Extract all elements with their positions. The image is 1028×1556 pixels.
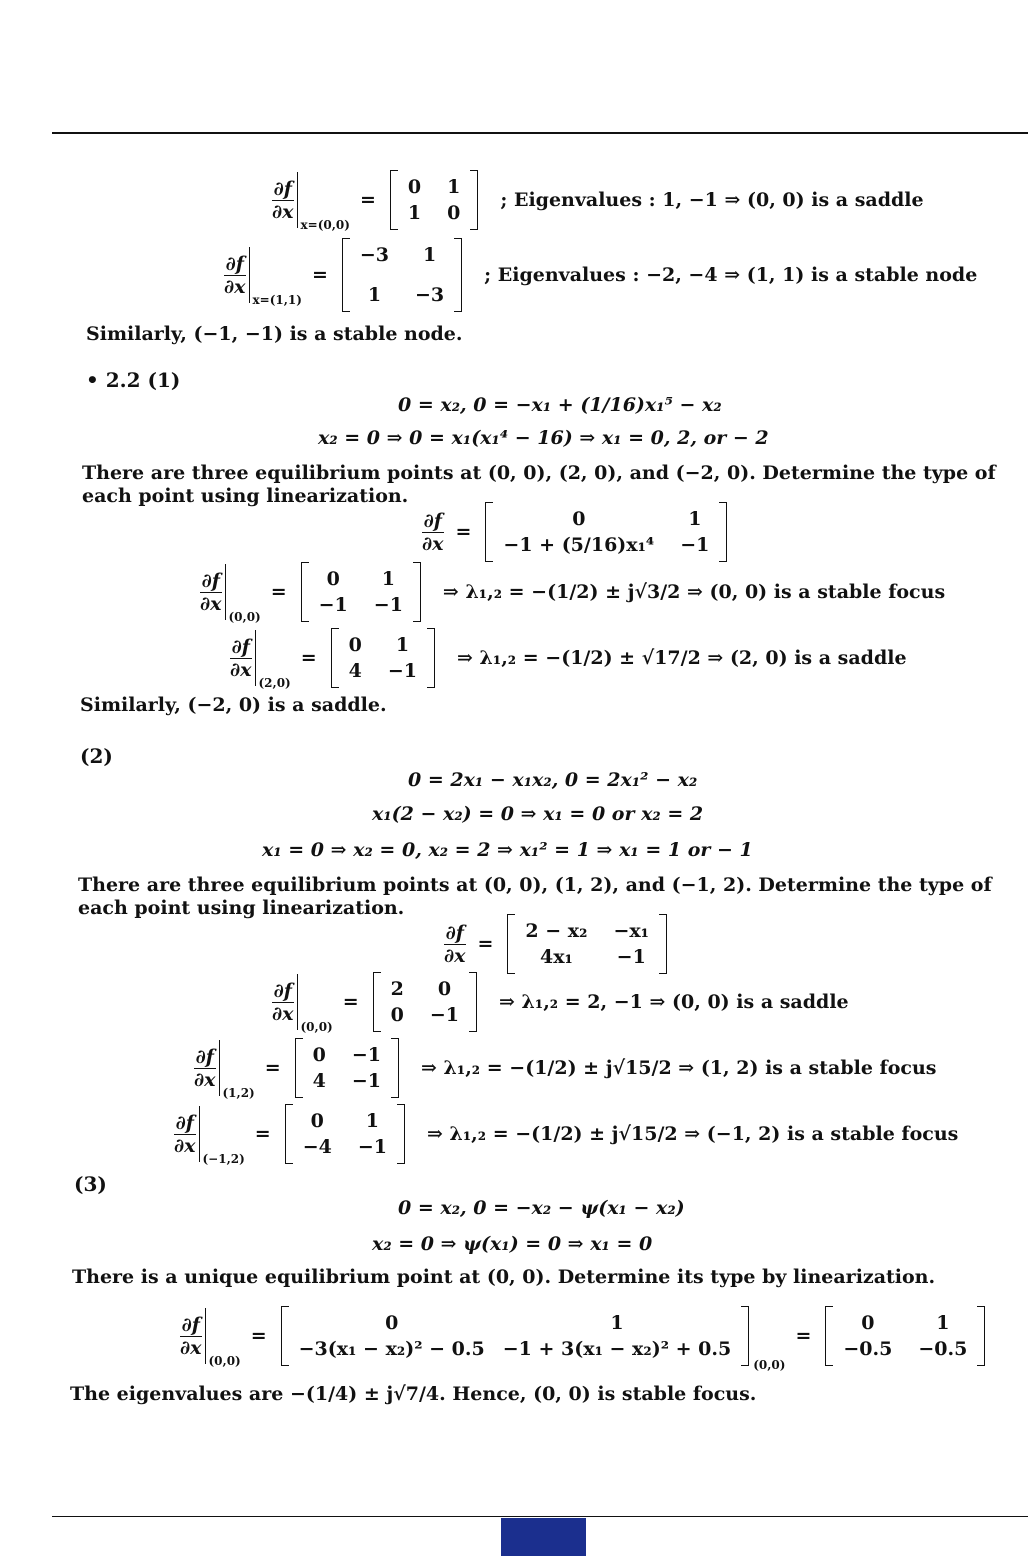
equation-jacobian-00: $\frac{\partial f}{\partial x}$ x=(0,0) = 0 1 1 0 ; Eigenvalues : 1, −1 ⇒ (0, 0) is a saddle [270,170,924,230]
matrix: 0 1 1 0 [390,170,478,230]
matrix: 0 1 4 −1 [331,628,435,688]
matrix: −3 1 1 −3 [342,238,462,312]
section-heading: (3) [74,1172,107,1196]
equation-jacobian-00: $\frac{\partial f}{\partial x}$ (0,0) = 2 0 0 −1 ⇒ λ₁,₂ = 2, −1 ⇒ (0, 0) is a saddle [270,972,849,1032]
matrix: 2 0 0 −1 [373,972,477,1032]
equation-jacobian-20: $\frac{\partial f}{\partial x}$ (2,0) = 0 1 4 −1 ⇒ λ₁,₂ = −(1/2) ± √17/2 ⇒ (2, 0) is a saddle [228,628,907,688]
page-number-tab [501,1518,586,1556]
equation-jacobian-00: $\frac{\partial f}{\partial x}$ (0,0) = 0 1 −1 −1 ⇒ λ₁,₂ = −(1/2) ± j√3/2 ⇒ (0, 0) is a stable focus [198,562,945,622]
equation-jacobian-12: $\frac{\partial f}{\partial x}$ (1,2) = 0 −1 4 −1 ⇒ λ₁,₂ = −(1/2) ± j√15/2 ⇒ (1, 2) is a stable focus [192,1038,936,1098]
equation-jacobian-00: $\frac{\partial f}{\partial x}$ (0,0) = 0 1 −3(x₁ − x₂)² − 0.5 −1 + 3(x₁ − x₂)² + 0.5 (0,0) = 0 1 −0.5 −0.5 [178,1306,989,1366]
equation-line: x₁ = 0 ⇒ x₂ = 0, x₂ = 2 ⇒ x₁² = 1 ⇒ x₁ = 1 or − 1 [262,839,753,861]
paragraph: There is a unique equilibrium point at (0, 0). Determine its type by linearization. [72,1266,936,1288]
equation-jacobian-m12: $\frac{\partial f}{\partial x}$ (−1,2) = 0 1 −4 −1 ⇒ λ₁,₂ = −(1/2) ± j√15/2 ⇒ (−1, 2) is a stable focus [172,1104,958,1164]
similarly-text: Similarly, (−2, 0) is a saddle. [80,694,387,716]
matrix: 0 1 −4 −1 [285,1104,405,1164]
equation-line: 0 = 2x₁ − x₁x₂, 0 = 2x₁² − x₂ [408,769,698,791]
paragraph: There are three equilibrium points at (0, 0), (2, 0), and (−2, 0). Determine the type of each point using linearization. [82,462,996,507]
paragraph: There are three equilibrium points at (0, 0), (1, 2), and (−1, 2). Determine the type of each point using linearization. [78,874,992,919]
footer-rule [52,1516,1028,1517]
matrix: 0 1 −3(x₁ − x₂)² − 0.5 −1 + 3(x₁ − x₂)² + 0.5 [281,1306,750,1366]
section-heading: (2) [80,744,113,768]
header-rule [52,132,1028,134]
equation-line: x₂ = 0 ⇒ ψ(x₁) = 0 ⇒ x₁ = 0 [372,1233,653,1255]
section-heading: • 2.2 (1) [86,368,181,392]
similarly-text: Similarly, (−1, −1) is a stable node. [86,323,463,345]
equation-jacobian-general: $\frac{\partial f}{\partial x}$ = 0 1 −1 + (5/16)x₁⁴ −1 [420,502,731,562]
equation-line: x₁(2 − x₂) = 0 ⇒ x₁ = 0 or x₂ = 2 [372,803,704,825]
equation-jacobian-11: $\frac{\partial f}{\partial x}$ x=(1,1) = −3 1 1 −3 ; Eigenvalues : −2, −4 ⇒ (1, 1) is a stable node [222,238,977,312]
matrix: 2 − x₂ −x₁ 4x₁ −1 [507,914,667,974]
equation-line: 0 = x₂, 0 = −x₁ + (1/16)x₁⁵ − x₂ [398,394,722,416]
conclusion-text: The eigenvalues are −(1/4) ± j√7/4. Hence, (0, 0) is stable focus. [70,1383,757,1405]
equation-line: 0 = x₂, 0 = −x₂ − ψ(x₁ − x₂) [398,1197,685,1219]
equation-jacobian-general: $\frac{\partial f}{\partial x}$ = 2 − x₂ −x₁ 4x₁ −1 [442,914,671,974]
matrix: 0 1 −1 + (5/16)x₁⁴ −1 [485,502,727,562]
matrix: 0 1 −0.5 −0.5 [825,1306,985,1366]
matrix: 0 −1 4 −1 [295,1038,399,1098]
matrix: 0 1 −1 −1 [301,562,421,622]
equation-line: x₂ = 0 ⇒ 0 = x₁(x₁⁴ − 16) ⇒ x₁ = 0, 2, or − 2 [318,427,769,449]
